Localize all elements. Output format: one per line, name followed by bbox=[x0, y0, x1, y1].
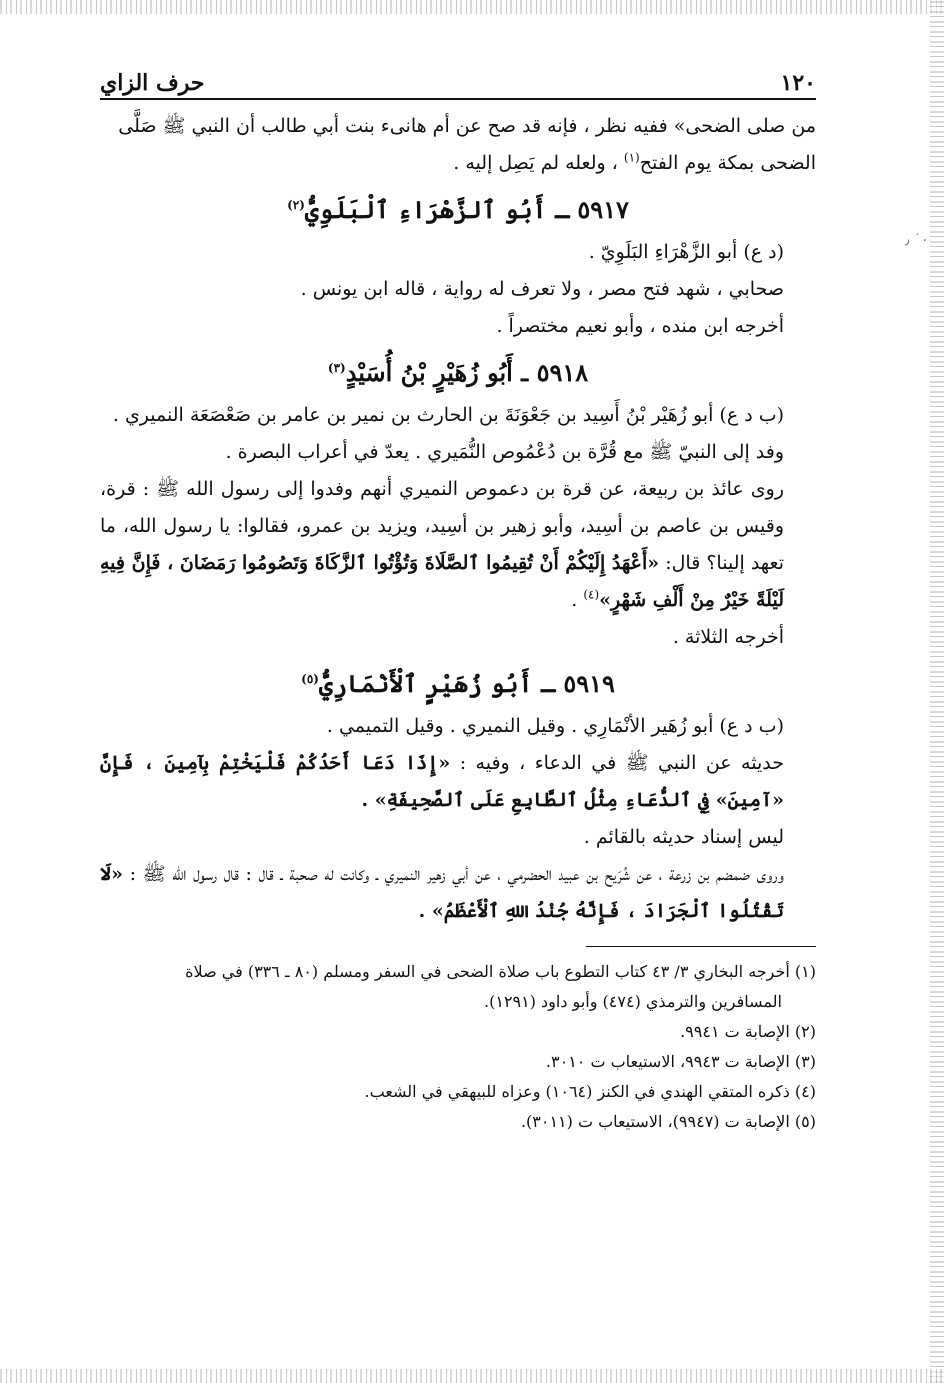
footnote-separator bbox=[586, 946, 816, 947]
entry-5917-line: صحابي ، شهد فتح مصر ، ولا تعرف له رواية ، قاله ابن يونس . bbox=[300, 278, 784, 300]
intro-line-1: من صلى الضحى» ففيه نظر ، فإنه قد صح عن أم هانىء بنت أبي طالب أن النبي ﷺ صَلَّى bbox=[118, 115, 816, 137]
entry-heading-5918: ٥٩١٨ ـ أَبُو زُهَيْرٍ بْنُ أُسَيْدٍ$^{(٣)}$ bbox=[327, 358, 589, 387]
footnote-ref: (٥) bbox=[301, 672, 319, 686]
entry-5919-paragraph: وروى ضمضم بن زرعة ، عن شُرَيح بن عبيد الحضرمي ، عن أبي زهير النميري ـ وكانت له صحبة ـ قال : قال رسول الله ﷺ : «لَا تَقْتُلُوا ٱلْجَرَادَ ، فَإِنَّهُ جُنْدُ اللهِ ٱلْأَعْظَمُ» . bbox=[100, 863, 784, 922]
margin-mark: ٠˙ ٫ bbox=[905, 232, 929, 248]
entry-5919-line: ليس إسناد حديثه بالقائم . bbox=[583, 826, 784, 848]
intro-text-end: ، ولعله لم يَصِل إليه . bbox=[453, 152, 618, 174]
hadith-quote: «لَا تَقْتُلُوا ٱلْجَرَادَ ، فَإِنَّهُ جُنْدُ اللهِ ٱلْأَعْظَمُ» . bbox=[100, 863, 784, 922]
entry-heading-5919: ٥٩١٩ ـ أَبُو زُهَيْرٍ ٱلْأَنْمَارِيُّ$^{(٥)}$ bbox=[301, 669, 615, 698]
page-body bbox=[100, 108, 816, 930]
decorative-border-top bbox=[0, 0, 944, 14]
entry-5919-paragraph: حديثه عن النبي ﷺ في الدعاء ، وفيه : «إِذَا دَعَا أَحَدُكُمْ فَلْيَخْتِمْ بِآمِينَ ، فَإِنَّ «آمِينَ» فِي ٱلدُّعَاءِ مِثْلُ ٱلطَّابِعِ عَلَى ٱلصَّحِيفَةِ» . bbox=[100, 752, 784, 811]
intro-text: الضحى بمكة يوم الفتح bbox=[639, 152, 816, 174]
footnotes bbox=[100, 957, 816, 1137]
footnote-ref: (٣) bbox=[327, 361, 346, 375]
entry-5919-line: (ب د ع) أبو زُهَير الأنْمَارِي . وقيل النميري . وقيل التميمي . bbox=[326, 715, 784, 737]
intro-line-2 bbox=[100, 145, 816, 182]
page-number: ١٢٠ bbox=[780, 70, 816, 96]
book-page bbox=[100, 60, 816, 1310]
running-title: حرف الزاي bbox=[100, 70, 205, 96]
footnote-1: (١) أخرجه البخاري ٣/ ٤٣ كتاب التطوع باب صلاة الضحى في السفر ومسلم (٨٠ ـ ٣٣٦) في صلاة bbox=[185, 962, 816, 981]
page-header bbox=[100, 60, 816, 100]
footnote-2: (٢) الإصابة ت ٩٩٤١. bbox=[680, 1022, 816, 1041]
footnote-ref: (٢) bbox=[287, 198, 305, 212]
decorative-border-bottom bbox=[0, 1369, 944, 1383]
footnote-ref: (١) bbox=[623, 150, 640, 165]
hadith-quote: «إِذَا دَعَا أَحَدُكُمْ فَلْيَخْتِمْ بِآمِينَ ، فَإِنَّ «آمِينَ» فِي ٱلدُّعَاءِ مِثْلُ ٱلطَّابِعِ عَلَى ٱلصَّحِيفَةِ» . bbox=[100, 752, 784, 811]
entry-5918-line: (ب د ع) أبو زُهَيْر بْنُ أَسِيد بن جَعْوَنَةَ بن الحارث بن نمير بن عامر بن صَعْصَعَة النميري . bbox=[112, 404, 784, 426]
footnote-ref: (٤) bbox=[583, 587, 600, 602]
entry-5918-line: أخرجه الثلاثة . bbox=[672, 626, 784, 648]
decorative-border-right bbox=[930, 0, 944, 1383]
entry-5917-line: (د ع) أبو الزَّهْرَاءِ البَلَوِيّ . bbox=[588, 241, 784, 263]
footnote-1-continued: المسافرين والترمذي (٤٧٤) وأبو داود (١٢٩١). bbox=[484, 992, 782, 1011]
footnote-3: (٣) الإصابة ت ٩٩٤٣، الاستيعاب ت ٣٠١٠. bbox=[545, 1052, 816, 1071]
footnote-4: (٤) ذكره المتقي الهندي في الكنز (١٠٦٤) وعزاه للبيهقي في الشعب. bbox=[364, 1082, 816, 1101]
entry-5918-paragraph: روى عائذ بن ربيعة، عن قرة بن دعموص النميري أنهم وفدوا إلى رسول الله ﷺ : قرة، وقيس بن عاصم بن أسِيد، وأبو زهير بن أسِيد، ويزيد بن عمرو، فقالوا: يا رسول الله، ما تعهد إلينا؟ قال: «أَعْهَدُ إِلَيْكُمْ أَنْ تُقِيمُوا ٱلصَّلَاةَ وَتُؤْتُوا ٱلزَّكَاةَ وَتَصُومُوا رَمَضَانَ ، فَإِنَّ فِيهِ لَيْلَةً خَيْرٌ مِنْ أَلْفِ شَهْرٍ»$^{(٤)}$ . bbox=[100, 478, 784, 611]
footnote-5: (٥) الإصابة ت (٩٩٤٧)، الاستيعاب ت (٣٠١١). bbox=[520, 1112, 816, 1131]
entry-heading-5917: ٥٩١٧ ـ أَبُو ٱلزَّهْرَاءِ ٱلْبَلَوِيُّ$^{(٢)}$ bbox=[287, 195, 629, 224]
hadith-quote: «أَعْهَدُ إِلَيْكُمْ أَنْ تُقِيمُوا ٱلصَّلَاةَ وَتُؤْتُوا ٱلزَّكَاةَ وَتَصُومُوا رَمَضَانَ ، فَإِنَّ فِيهِ لَيْلَةً خَيْرٌ مِنْ أَلْفِ شَهْرٍ» bbox=[100, 552, 784, 611]
entry-5918-line: وفد إلى النبيّ ﷺ مع قُرَّة بن دُعْمُوص النُّمَيري . يعدّ في أعراب البصرة . bbox=[225, 441, 784, 463]
entry-5917-line: أخرجه ابن منده ، وأبو نعيم مختصراً . bbox=[496, 315, 784, 337]
